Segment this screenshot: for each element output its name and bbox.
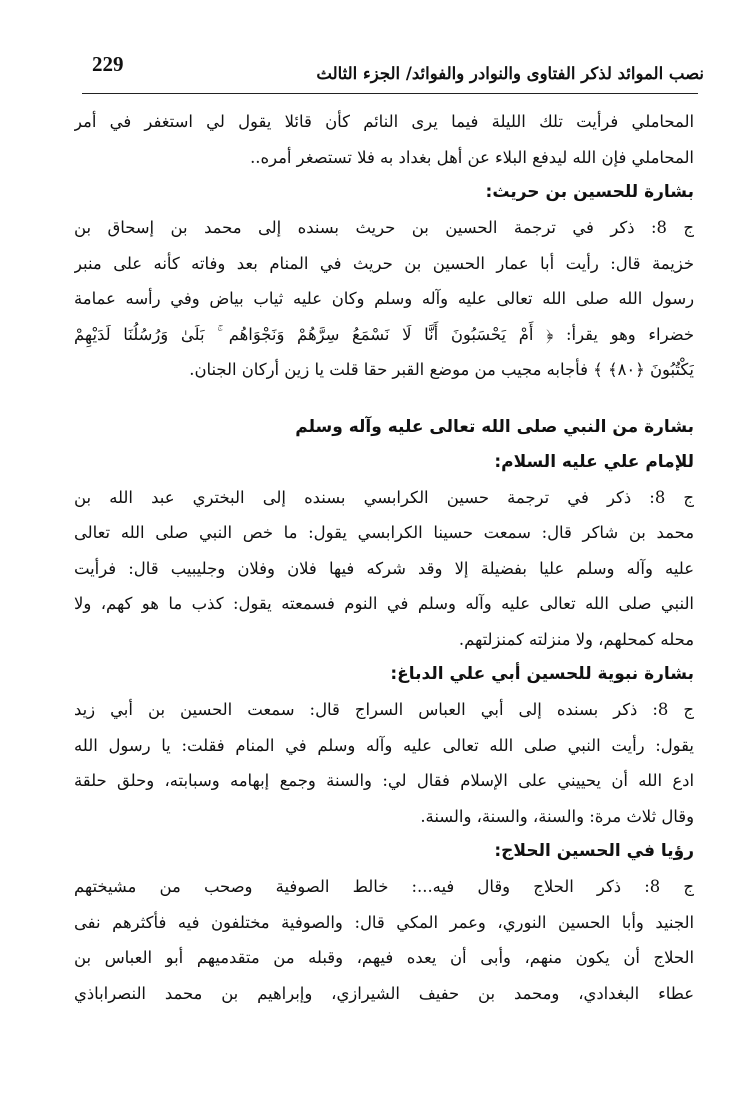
header-divider xyxy=(82,93,698,94)
text-line: عليه وآله وسلم عليا بفضيلة إلا وقد شركه فيها فلان وفلان وجليبيب قال: فرأيت xyxy=(74,558,694,578)
continuation-paragraph xyxy=(74,104,694,175)
running-title: نصب الموائد لذكر الفتاوى والنوادر والفوائد/ الجزء الثالث xyxy=(316,64,704,83)
text-line: النبي صلى الله تعالى عليه وآله وسلم في النوم فسمعته يقول: كذب ما هو كهم، ولا xyxy=(74,594,694,613)
section-gap xyxy=(74,388,694,410)
paragraph-karabisi xyxy=(74,480,694,658)
text-line: يقول: رأيت النبي صلى الله تعالى عليه وآله وسلم في المنام فقلت: يا رسول الله xyxy=(74,735,694,755)
text-line: ج 8: ذكر الحلاج وقال فيه...: خالط الصوفية وصحب من مشيختهم xyxy=(74,877,694,896)
section-subheading-imam-ali: للإمام علي عليه السلام: xyxy=(494,451,694,472)
paragraph-abu-ali-dabbagh xyxy=(74,692,694,834)
text-line: الحلاج أن يكون منهم، وأبى أن يعده فيهم، وقبله من متقدميهم أبو العباس بن xyxy=(74,948,694,967)
section-heading-abu-ali-dabbagh: بشارة نبوية للحسين أبي علي الدباغ: xyxy=(390,664,694,684)
text-line: رسول الله صلى الله تعالى عليه وآله وسلم وكان عليه ثياب بياض وفي رأسه عمامة xyxy=(74,289,694,308)
page-header xyxy=(60,52,704,92)
section-heading-prophet-glad-tidings: بشارة من النبي صلى الله تعالى عليه وآله وسلم xyxy=(295,416,694,437)
page-body xyxy=(74,104,694,1011)
text-line: خضراء وهو يقرأ: ﴿ أَمْ يَحْسَبُونَ أَنَّا لَا نَسْمَعُ سِرَّهُمْ وَنَجْوَاهُم ۚ بَلَىٰ وَرُسُلُنَا لَدَيْهِمْ xyxy=(74,324,694,344)
page-number: 229 xyxy=(92,52,124,76)
section-heading-hallaj: رؤيا في الحسين الحلاج: xyxy=(494,841,694,861)
text-line: يَكْتُبُونَ ﴿٨٠﴾ ﴾ فأجابه مجيب من موضع القبر حقا قلت يا زين أركان الجنان. xyxy=(189,360,694,379)
text-line: المحاملي فرأيت تلك الليلة فيما يرى النائم كأن قائلا يقول لي استغفر في أمر xyxy=(74,112,694,131)
text-line: الجنيد وأبا الحسين النوري، وعمر المكي قال: والصوفية مختلفون فيه فأكثرهم نفى xyxy=(74,912,694,932)
text-line: ج 8: ذكر في ترجمة الحسين بن حريث بسنده إلى محمد بن إسحاق بن xyxy=(74,218,694,237)
paragraph-hallaj xyxy=(74,869,694,1011)
section-heading-husayn-ibn-hurayth: بشارة للحسين بن حريث: xyxy=(485,182,694,202)
text-line: ادع الله أن يحييني على الإسلام فقال لي: والسنة وجمع إبهامه وسبابته، وحلق حلقة xyxy=(74,771,694,790)
text-line: المحاملي فإن الله ليدفع البلاء عن أهل بغداد به فلا تستصغر أمره.. xyxy=(250,147,694,167)
paragraph-husayn-ibn-hurayth xyxy=(74,210,694,388)
text-line: ج 8: ذكر بسنده إلى أبي العباس السراج قال: سمعت الحسين بن أبي زيد xyxy=(74,700,694,719)
text-line: ج 8: ذكر في ترجمة حسين الكرابسي بسنده إلى البختري عبد الله بن xyxy=(74,487,694,507)
text-line: خزيمة قال: رأيت أبا عمار الحسين بن حريث في المنام بعد وفاته كأنه على منبر xyxy=(74,253,694,273)
text-line: محمد بن شاكر قال: سمعت حسينا الكرابسي يقول: ما خص النبي صلى الله تعالى xyxy=(74,523,694,542)
text-line: عطاء البغدادي، ومحمد بن حفيف الشيرازي، وإبراهيم بن محمد النصراباذي xyxy=(74,983,694,1003)
text-line: وقال ثلاث مرة: والسنة، والسنة، والسنة. xyxy=(420,806,694,826)
text-line: محله كمحلهم، ولا منزلته كمنزلتهم. xyxy=(458,629,694,649)
